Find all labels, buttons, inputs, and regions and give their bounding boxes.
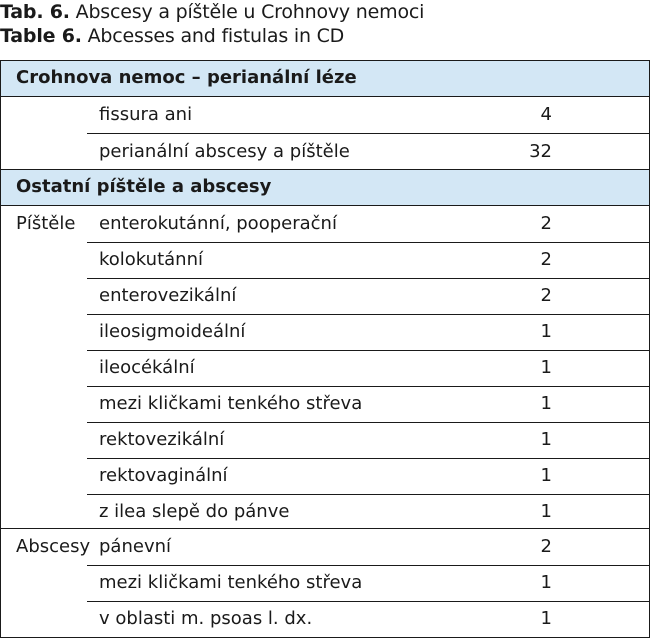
row-value: 1 bbox=[540, 321, 552, 342]
caption-czech-text: Abscesy a píštěle u Crohnovy nemoci bbox=[69, 1, 425, 23]
section-header-perianal: Crohnova nemoc – perianální léze bbox=[1, 61, 649, 96]
row-value: 1 bbox=[540, 429, 552, 450]
table-caption bbox=[0, 0, 650, 48]
table-row bbox=[1, 97, 649, 133]
row-label: pánevní bbox=[99, 536, 171, 557]
table-row bbox=[1, 565, 649, 601]
table-row bbox=[1, 242, 649, 278]
table-row bbox=[1, 350, 649, 386]
row-label: mezi kličkami tenkého střeva bbox=[99, 393, 363, 414]
row-label: v oblasti m. psoas l. dx. bbox=[99, 608, 313, 629]
caption-czech bbox=[0, 0, 650, 24]
table-row bbox=[1, 278, 649, 314]
row-value: 2 bbox=[540, 213, 552, 234]
row-value: 1 bbox=[540, 465, 552, 486]
row-group: Abscesy bbox=[16, 536, 91, 557]
row-value: 2 bbox=[540, 285, 552, 306]
row-value: 1 bbox=[540, 501, 552, 522]
row-label: perianální abscesy a píštěle bbox=[99, 141, 350, 162]
row-label: ileocékální bbox=[99, 357, 195, 378]
row-label: fissura ani bbox=[99, 104, 193, 125]
table-row bbox=[1, 529, 649, 565]
table-row bbox=[1, 494, 649, 530]
row-value: 2 bbox=[540, 249, 552, 270]
row-value: 2 bbox=[540, 536, 552, 557]
table-row bbox=[1, 601, 649, 637]
section-header-other: Ostatní píštěle a abscesy bbox=[1, 170, 649, 205]
table-row bbox=[1, 458, 649, 494]
row-value: 4 bbox=[540, 104, 552, 125]
caption-english bbox=[0, 24, 650, 48]
row-value: 1 bbox=[540, 393, 552, 414]
caption-czech-prefix: Tab. 6. bbox=[0, 1, 70, 23]
row-value: 1 bbox=[540, 608, 552, 629]
row-label: ileosigmoideální bbox=[99, 321, 246, 342]
row-value: 32 bbox=[529, 141, 552, 162]
row-label: z ilea slepě do pánve bbox=[99, 501, 290, 522]
table-row bbox=[1, 314, 649, 350]
caption-english-prefix: Table 6. bbox=[0, 25, 82, 47]
row-label: kolokutánní bbox=[99, 249, 203, 270]
row-value: 1 bbox=[540, 572, 552, 593]
table-row bbox=[1, 422, 649, 458]
row-label: rektovezikální bbox=[99, 429, 225, 450]
table-row bbox=[1, 386, 649, 422]
table-row bbox=[1, 206, 649, 242]
row-value: 1 bbox=[540, 357, 552, 378]
row-label: enterokutánní, pooperační bbox=[99, 213, 337, 234]
data-table bbox=[0, 60, 650, 638]
table-row bbox=[1, 134, 649, 170]
row-label: rektovaginální bbox=[99, 465, 228, 486]
row-label: enterovezikální bbox=[99, 285, 237, 306]
row-label: mezi kličkami tenkého střeva bbox=[99, 572, 363, 593]
caption-english-text: Abcesses and fistulas in CD bbox=[81, 25, 345, 47]
row-group: Píštěle bbox=[16, 213, 76, 234]
